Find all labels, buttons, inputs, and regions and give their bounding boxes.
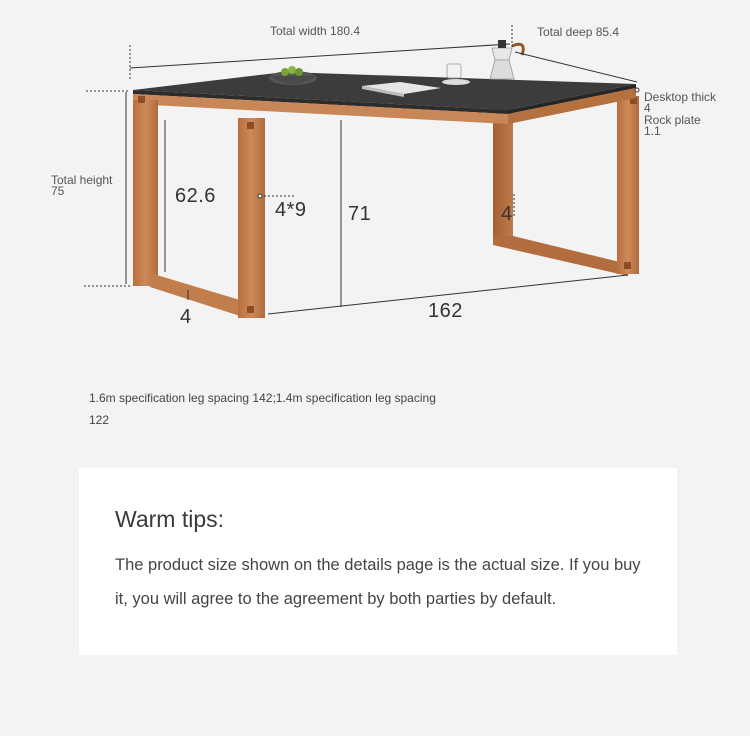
under-clearance-value: 71 <box>348 203 372 225</box>
leg-inner-height-value: 62.6 <box>175 185 216 207</box>
back-right-leg-frame <box>493 96 639 276</box>
rock-plate-label: Rock plate <box>644 113 701 127</box>
total-deep-label: Total deep 85.4 <box>537 25 620 39</box>
desktop-thick-label: Desktop thick <box>644 90 717 104</box>
moka-pot <box>490 40 523 79</box>
rear-leg-width-value: 4 <box>501 203 513 225</box>
leg-spacing-value: 162 <box>428 300 463 322</box>
leg-section-value: 4*9 <box>275 199 307 221</box>
tabletop <box>133 72 636 124</box>
table-illustration <box>0 0 750 360</box>
dimension-lines <box>84 25 639 314</box>
table-dimension-diagram <box>0 0 750 360</box>
front-leg-width-value: 4 <box>180 306 192 328</box>
desktop-thick-value: 4 <box>644 101 651 115</box>
warm-tips-body: The product size shown on the details page is the actual size. If you buy it, you will agree to the agreement by both parties by default. <box>115 556 641 608</box>
total-height-label: Total height <box>51 173 113 187</box>
total-width-label: Total width 180.4 <box>270 24 361 38</box>
warm-tips-card <box>79 468 677 655</box>
leg-spacing-note: 1.6m specification leg spacing 142;1.4m specification leg spacing 122 <box>89 391 436 427</box>
warm-tips-title: Warm tips: <box>115 506 225 532</box>
depth-dimension-line <box>515 52 637 82</box>
rock-plate-value: 1.1 <box>644 124 661 138</box>
total-height-value: 75 <box>51 184 65 198</box>
fruit-bowl <box>269 66 317 85</box>
